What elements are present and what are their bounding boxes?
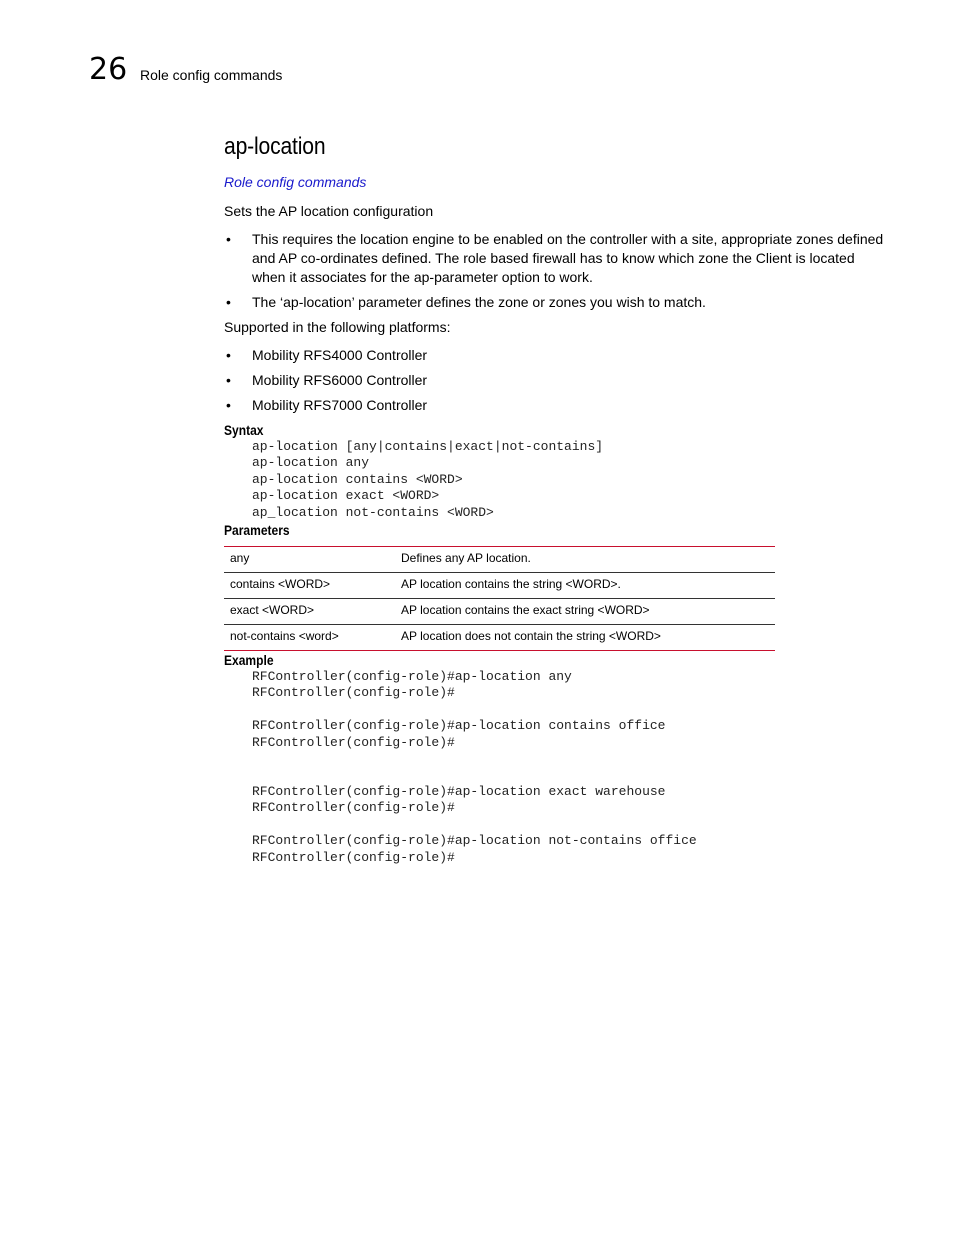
- bullet-icon: •: [226, 397, 231, 413]
- chapter-title: Role config commands: [140, 67, 283, 83]
- list-item: [224, 293, 884, 312]
- syntax-heading: Syntax: [224, 422, 264, 438]
- syntax-code-block: ap-location [any|contains|exact|not-contains] ap-location any ap-location contains <WORD> ap-location exact <WORD> ap_location not-contains <WORD>: [252, 439, 604, 520]
- param-description: AP location contains the exact string <WORD>: [395, 599, 775, 625]
- bullet-icon: •: [226, 347, 231, 363]
- main-content: [224, 131, 884, 866]
- note-text: The ‘ap-location’ parameter defines the zone or zones you wish to match.: [252, 294, 706, 310]
- list-item: [224, 371, 884, 390]
- parameters-heading: Parameters: [224, 522, 290, 539]
- section-title: ap-location: [224, 133, 326, 160]
- param-name: not-contains <word>: [224, 625, 395, 651]
- platforms-list: [224, 346, 884, 415]
- example-heading: Example: [224, 652, 274, 669]
- platforms-label: Supported in the following platforms:: [224, 319, 451, 335]
- bullet-icon: •: [226, 372, 231, 388]
- section-description: Sets the AP location configuration: [224, 203, 434, 219]
- bullet-icon: •: [226, 231, 231, 247]
- note-text: This requires the location engine to be enabled on the controller with a site, appropriate zones defined and AP co-ordinates defined. The role based firewall has to know which zone the Client is located when it associates for the ap-parameter option to work.: [252, 231, 884, 285]
- list-item: [224, 396, 884, 415]
- param-name: exact <WORD>: [224, 599, 395, 625]
- param-description: AP location contains the string <WORD>.: [395, 573, 775, 599]
- table-row: [224, 547, 775, 573]
- table-row: [224, 599, 775, 625]
- table-row: [224, 625, 775, 651]
- param-description: AP location does not contain the string <WORD>: [395, 625, 775, 651]
- parent-section-link[interactable]: Role config commands: [224, 174, 367, 190]
- platform-name: Mobility RFS6000 Controller: [252, 372, 428, 388]
- list-item: [224, 230, 884, 287]
- param-description: Defines any AP location.: [395, 547, 775, 573]
- chapter-number: 26: [89, 52, 128, 87]
- bullet-icon: •: [226, 294, 231, 310]
- example-code-block: RFController(config-role)#ap-location any RFController(config-role)# RFController(config-role)#ap-location contains office RFController(config-role)# RFController(config-role)#ap-location exact warehouse RFController(config-role)# RFController(config-role)#ap-location not-contains office RFController(config-role)#: [252, 669, 697, 865]
- list-item: [224, 346, 884, 365]
- param-name: contains <WORD>: [224, 573, 395, 599]
- notes-list: [224, 230, 884, 312]
- table-row: [224, 573, 775, 599]
- platform-name: Mobility RFS4000 Controller: [252, 347, 428, 363]
- platform-name: Mobility RFS7000 Controller: [252, 397, 428, 413]
- parameters-table: [224, 546, 775, 651]
- param-name: any: [224, 547, 395, 573]
